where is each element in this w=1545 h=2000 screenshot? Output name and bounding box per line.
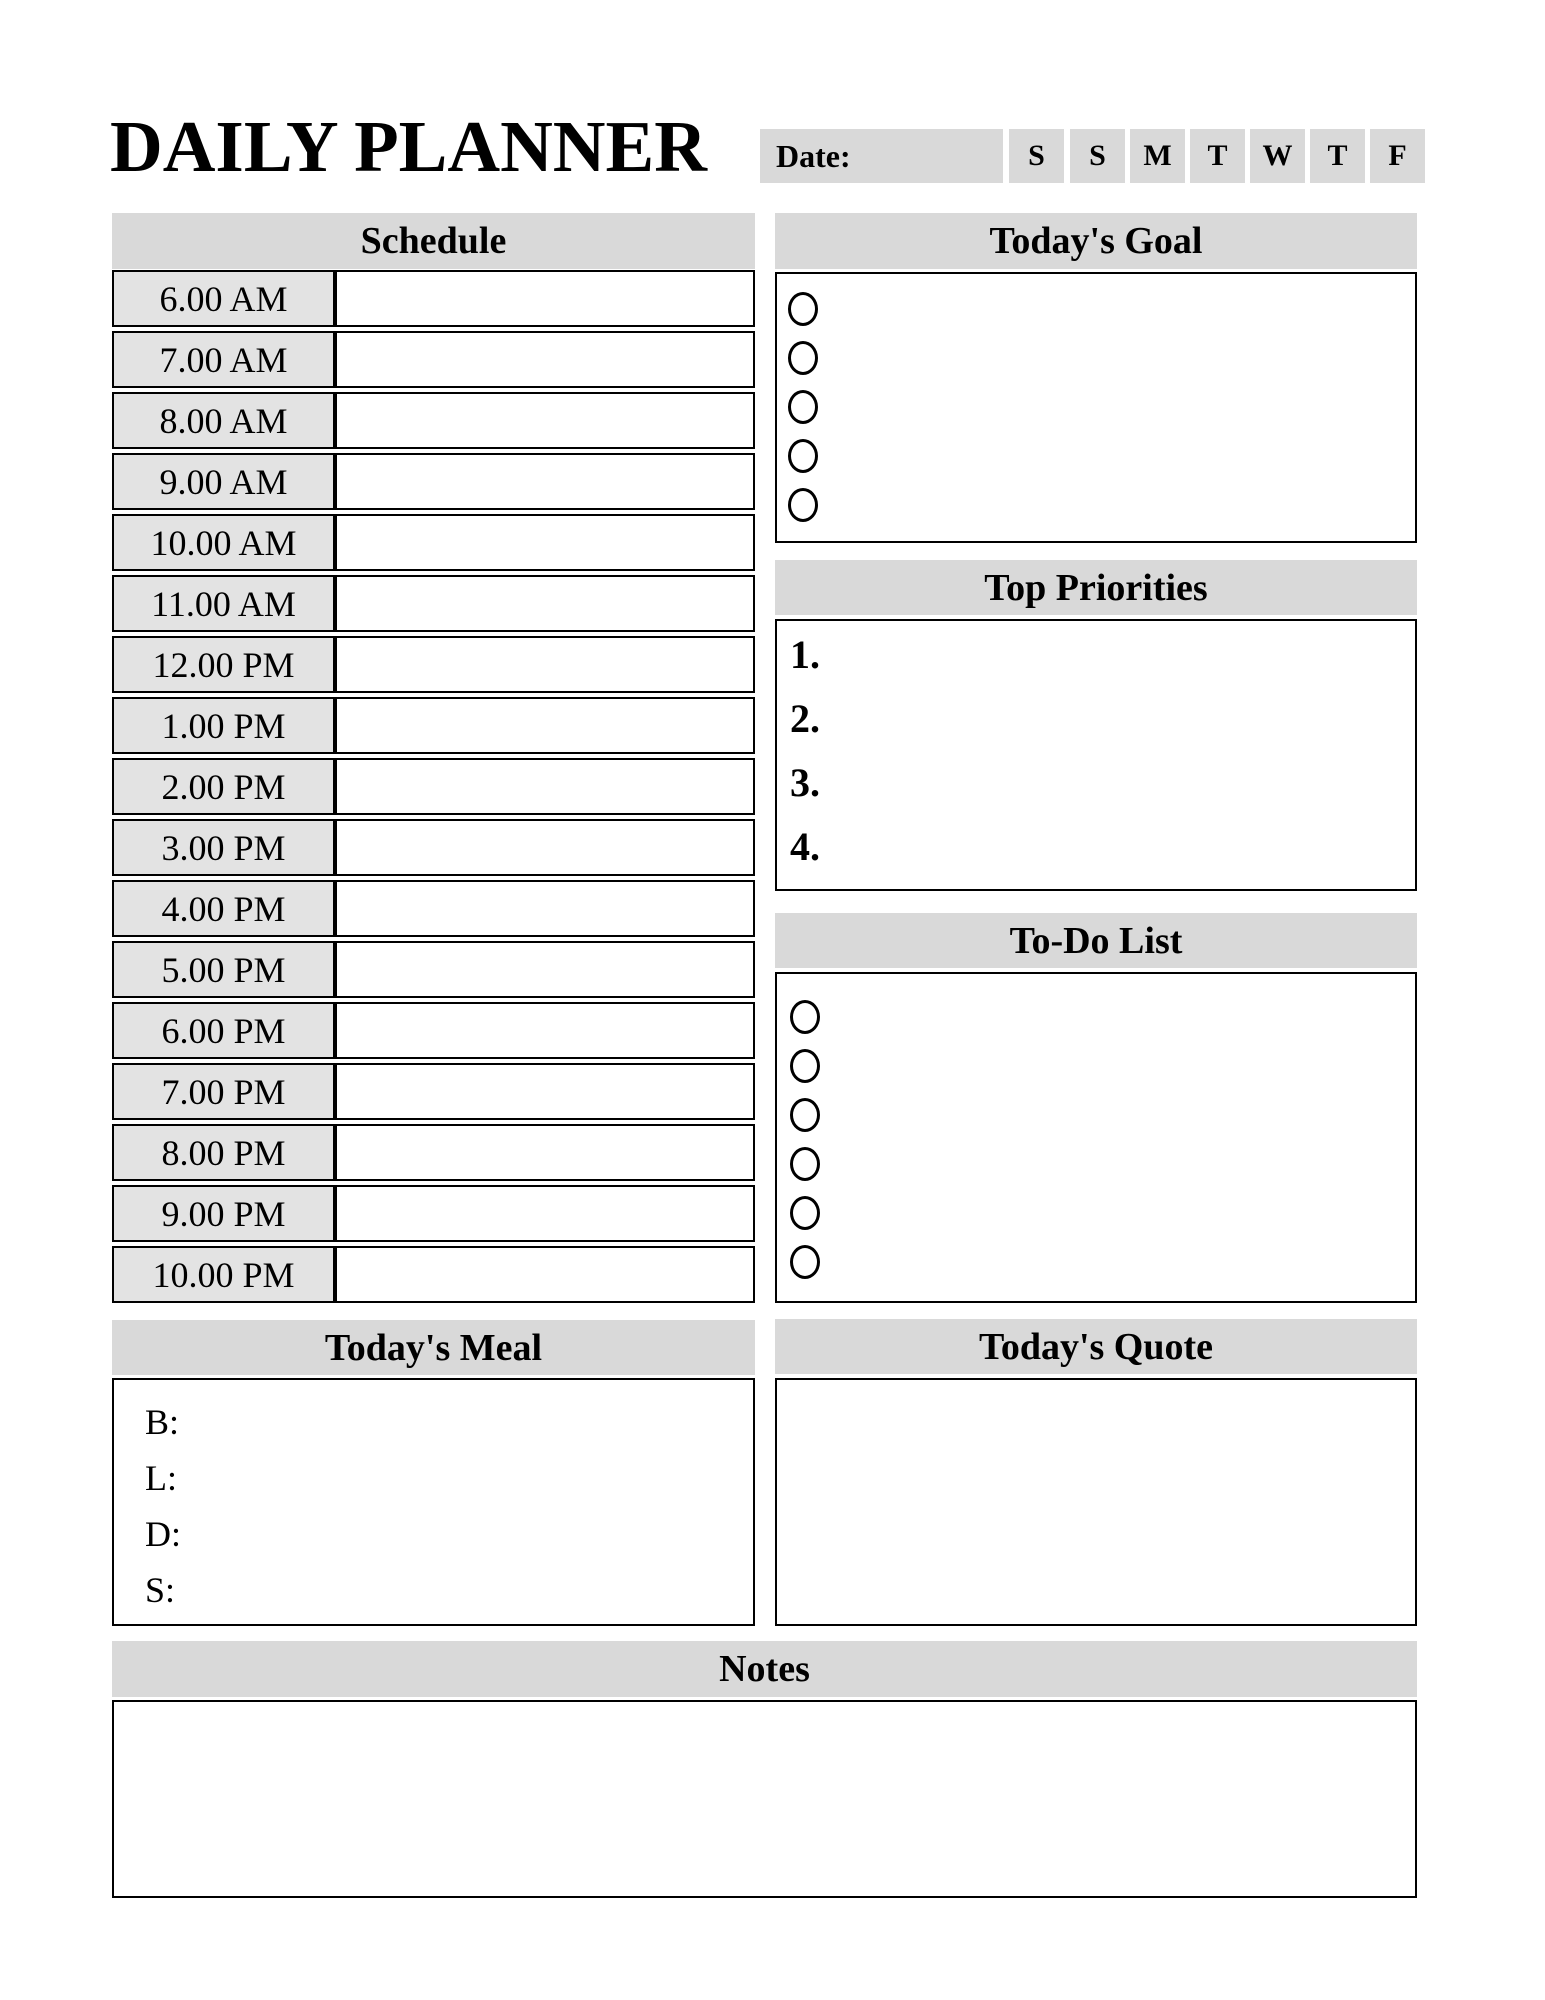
checkbox-circle[interactable] (790, 1000, 820, 1034)
day-box[interactable]: W (1250, 129, 1305, 183)
schedule-row (112, 453, 755, 510)
todays-meal-header: Today's Meal (112, 1320, 755, 1375)
schedule-entry[interactable] (335, 453, 755, 510)
date-field[interactable] (760, 129, 1003, 183)
schedule-row (112, 819, 755, 876)
meal-label-dinner: D: (145, 1514, 181, 1554)
schedule-entry[interactable] (335, 514, 755, 571)
checkbox-circle[interactable] (790, 1098, 820, 1132)
schedule-header: Schedule (112, 213, 755, 269)
schedule-entry[interactable] (335, 1002, 755, 1059)
schedule-row (112, 636, 755, 693)
day-box[interactable]: F (1370, 129, 1425, 183)
schedule-entry[interactable] (335, 758, 755, 815)
checkbox-circle[interactable] (788, 390, 818, 424)
schedule-row (112, 1246, 755, 1303)
schedule-row (112, 1124, 755, 1181)
schedule-entry[interactable] (335, 697, 755, 754)
time-label: 10.00 AM (112, 514, 335, 571)
checkbox-circle[interactable] (790, 1147, 820, 1181)
todays-quote-header: Today's Quote (775, 1319, 1417, 1374)
meal-label-lunch: L: (145, 1458, 177, 1498)
schedule-row (112, 514, 755, 571)
notes-box[interactable] (112, 1700, 1417, 1898)
time-label: 2.00 PM (112, 758, 335, 815)
schedule-row (112, 697, 755, 754)
schedule-entry[interactable] (335, 941, 755, 998)
time-label: 12.00 PM (112, 636, 335, 693)
schedule-entry[interactable] (335, 880, 755, 937)
priority-number: 1. (790, 632, 820, 677)
schedule-entry[interactable] (335, 392, 755, 449)
checkbox-circle[interactable] (788, 341, 818, 375)
time-label: 11.00 AM (112, 575, 335, 632)
todays-goal-box[interactable] (775, 272, 1417, 543)
top-priorities-box[interactable] (775, 619, 1417, 891)
checkbox-circle[interactable] (788, 488, 818, 522)
priority-number: 3. (790, 760, 820, 805)
schedule-entry[interactable] (335, 1063, 755, 1120)
page-title: DAILY PLANNER (110, 106, 707, 187)
time-label: 9.00 AM (112, 453, 335, 510)
time-label: 1.00 PM (112, 697, 335, 754)
meal-label-snack: S: (145, 1570, 176, 1610)
day-box[interactable]: T (1190, 129, 1245, 183)
schedule-entry[interactable] (335, 1246, 755, 1303)
checkbox-circle[interactable] (788, 292, 818, 326)
date-label: Date: (776, 137, 851, 174)
schedule-row (112, 331, 755, 388)
schedule-row (112, 1185, 755, 1242)
schedule-row (112, 575, 755, 632)
priority-number: 4. (790, 824, 820, 869)
time-label: 3.00 PM (112, 819, 335, 876)
schedule-entry[interactable] (335, 636, 755, 693)
time-label: 6.00 AM (112, 270, 335, 327)
todays-goal-header: Today's Goal (775, 213, 1417, 269)
time-label: 8.00 AM (112, 392, 335, 449)
priority-number: 2. (790, 696, 820, 741)
schedule-entry[interactable] (335, 1124, 755, 1181)
time-label: 4.00 PM (112, 880, 335, 937)
time-label: 7.00 AM (112, 331, 335, 388)
todays-quote-box[interactable] (775, 1378, 1417, 1626)
todays-meal-box[interactable] (112, 1378, 755, 1626)
day-box[interactable]: T (1310, 129, 1365, 183)
checkbox-circle[interactable] (790, 1196, 820, 1230)
schedule-row (112, 758, 755, 815)
schedule-entry[interactable] (335, 1185, 755, 1242)
time-label: 9.00 PM (112, 1185, 335, 1242)
todo-list-box[interactable] (775, 972, 1417, 1303)
meal-label-breakfast: B: (145, 1402, 180, 1442)
time-label: 7.00 PM (112, 1063, 335, 1120)
checkbox-circle[interactable] (790, 1245, 820, 1279)
time-label: 8.00 PM (112, 1124, 335, 1181)
schedule-entry[interactable] (335, 819, 755, 876)
schedule-row (112, 880, 755, 937)
day-box[interactable]: S (1070, 129, 1125, 183)
time-label: 5.00 PM (112, 941, 335, 998)
checkbox-circle[interactable] (790, 1049, 820, 1083)
time-label: 10.00 PM (112, 1246, 335, 1303)
day-box[interactable]: S (1009, 129, 1064, 183)
schedule-row (112, 392, 755, 449)
checkbox-circle[interactable] (788, 439, 818, 473)
schedule-entry[interactable] (335, 575, 755, 632)
schedule-entry[interactable] (335, 331, 755, 388)
time-label: 6.00 PM (112, 1002, 335, 1059)
notes-header: Notes (112, 1641, 1417, 1697)
day-box[interactable]: M (1130, 129, 1185, 183)
schedule-row (112, 270, 755, 327)
top-priorities-header: Top Priorities (775, 560, 1417, 615)
schedule-entry[interactable] (335, 270, 755, 327)
todo-list-header: To-Do List (775, 913, 1417, 968)
schedule-row (112, 1002, 755, 1059)
schedule-row (112, 941, 755, 998)
schedule-row (112, 1063, 755, 1120)
